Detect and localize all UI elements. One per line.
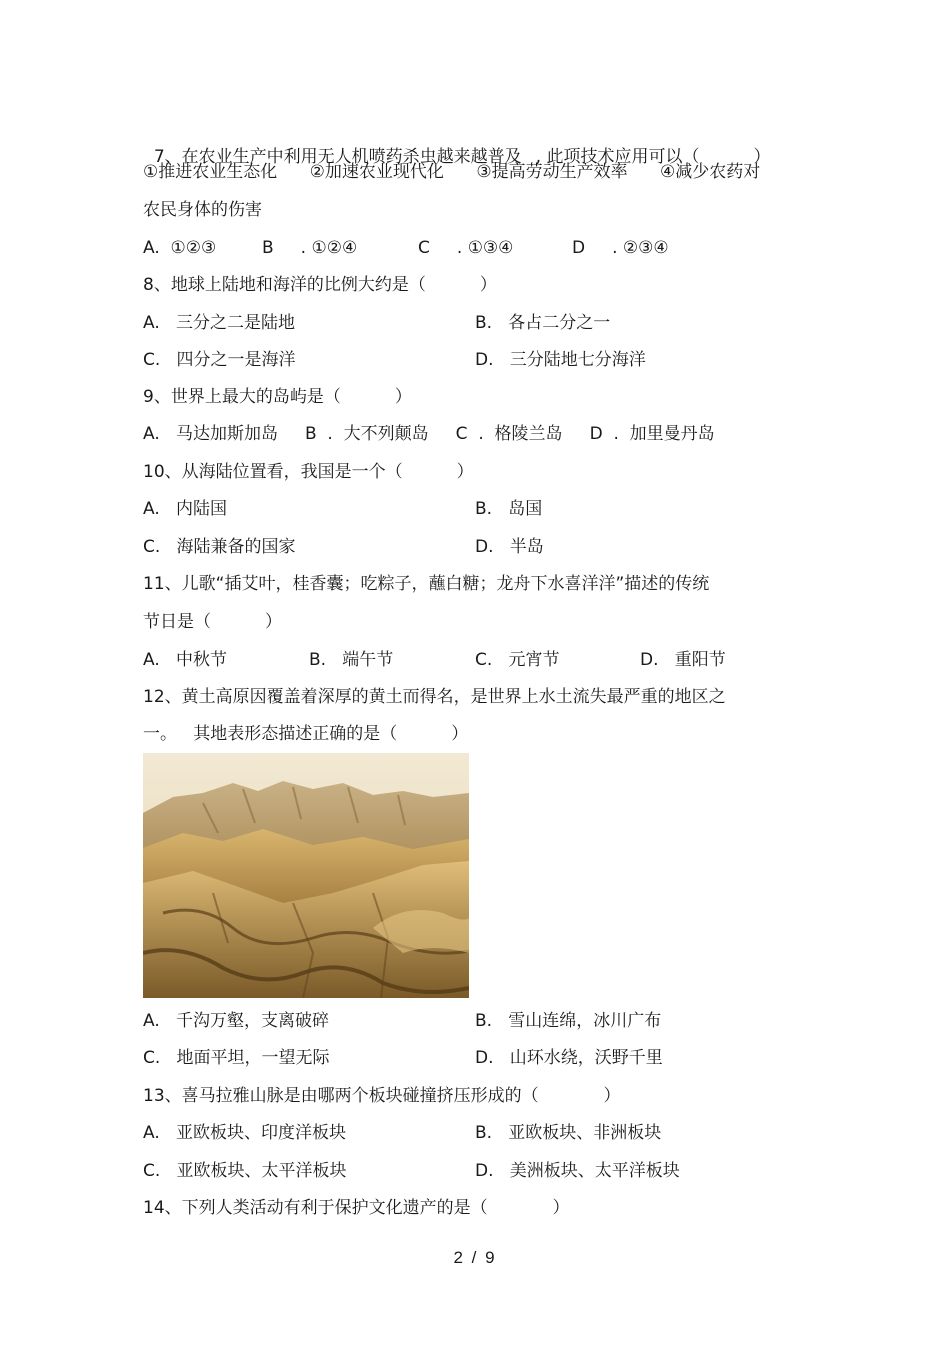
q11-stem-line2: 节日是（ ） [143, 612, 283, 632]
q10-stem: 10、从海陆位置看，我国是一个（ ） [143, 462, 474, 482]
q11-option-d: D. 重阳节 [640, 650, 726, 670]
q10-option-c: C. 海陆兼备的国家 [143, 537, 296, 557]
loess-plateau-photo [143, 753, 469, 998]
q10-option-d: D. 半岛 [475, 537, 544, 557]
q9-options: A. 马达加斯加岛 B . 大不列颠岛 C . 格陵兰岛 D . 加里曼丹岛 [143, 424, 715, 444]
q7-option-d: D . ②③④ [572, 238, 669, 258]
q11-option-c: C. 元宵节 [475, 650, 560, 670]
q8-option-c: C. 四分之一是海洋 [143, 350, 296, 370]
q12-option-c: C. 地面平坦，一望无际 [143, 1048, 330, 1068]
q7-option-c: C . ①③④ [418, 238, 514, 258]
q8-option-a: A. 三分之二是陆地 [143, 313, 295, 333]
q14-stem: 14、下列人类活动有利于保护文化遗产的是（ ） [143, 1198, 570, 1218]
loess-plateau-image [143, 753, 469, 998]
q11-option-b: B. 端午节 [309, 650, 394, 670]
q10-option-b: B. 岛国 [475, 499, 543, 519]
q7-stem-b: , 此项技术应用可以（ ） [535, 147, 771, 167]
q13-stem: 13、喜马拉雅山脉是由哪两个板块碰撞挤压形成的（ ） [143, 1086, 621, 1106]
q12-stem-line1: 12、黄土高原因覆盖着深厚的黄土而得名，是世界上水土流失最严重的地区之 [143, 687, 726, 707]
q8-option-d: D. 三分陆地七分海洋 [475, 350, 646, 370]
q8-stem: 8、地球上陆地和海洋的比例大约是（ ） [143, 275, 497, 295]
q8-option-b: B. 各占二分之一 [475, 313, 611, 333]
page-number: 2 / 9 [453, 1248, 497, 1267]
q13-option-d: D. 美洲板块、太平洋板块 [475, 1161, 680, 1181]
q13-option-a: A. 亚欧板块、印度洋板块 [143, 1123, 346, 1143]
q12-option-d: D. 山环水绕，沃野千里 [475, 1048, 663, 1068]
q12-option-b: B. 雪山连绵，冰川广布 [475, 1011, 662, 1031]
q7-option-b: B . ①②④ [262, 238, 358, 258]
q7-stem-line2: ①推进农业生态化 ②加速农业现代化 ③提高劳动生产效率 ④减少农药对 [143, 162, 761, 182]
q13-option-c: C. 亚欧板块、太平洋板块 [143, 1161, 347, 1181]
q10-option-a: A. 内陆国 [143, 499, 227, 519]
q13-option-b: B. 亚欧板块、非洲板块 [475, 1123, 662, 1143]
q11-option-a: A. 中秋节 [143, 650, 227, 670]
q7-option-a: A. ①②③ [143, 238, 217, 258]
q12-option-a: A. 千沟万壑，支离破碎 [143, 1011, 329, 1031]
q12-stem-line2: 一。 其地表形态描述正确的是（ ） [143, 724, 469, 744]
q7-stem-a: 7、在农业生产中利用无人机喷药杀虫越来越普及 [153, 147, 522, 167]
q9-stem: 9、世界上最大的岛屿是（ ） [143, 387, 412, 407]
q11-stem-line1: 11、儿歌“插艾叶，桂香囊；吃粽子，蘸白糖；龙舟下水喜洋洋”描述的传统 [143, 574, 710, 594]
q7-stem-line3: 农民身体的伤害 [143, 200, 262, 220]
